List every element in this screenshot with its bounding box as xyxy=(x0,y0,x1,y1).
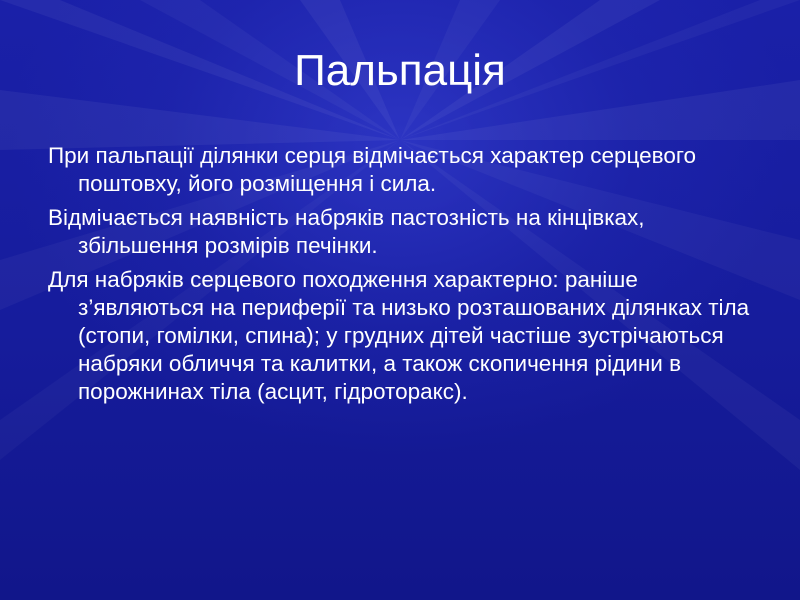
slide-body xyxy=(48,142,768,412)
slide-title: Пальпація xyxy=(294,46,506,95)
paragraph-palpation: При пальпації ділянки серця відмічається характер серцевого поштовху, його розміщення і сила. xyxy=(48,143,697,196)
paragraph-edema-signs: Відмічається наявність набряків пастозність на кінцівках, збільшення розмірів печінки. xyxy=(48,205,645,258)
paragraph-cardiac-edema: Для набряків серцевого походження характерно: раніше з’являються на периферії та низько розташованих ділянках тіла (стопи, гомілки, спина); у грудних дітей частіше зустрічаються набряки обличчя та калитки, а також скопичення рідини в порожнинах тіла (асцит, гідроторакс). xyxy=(48,267,750,404)
